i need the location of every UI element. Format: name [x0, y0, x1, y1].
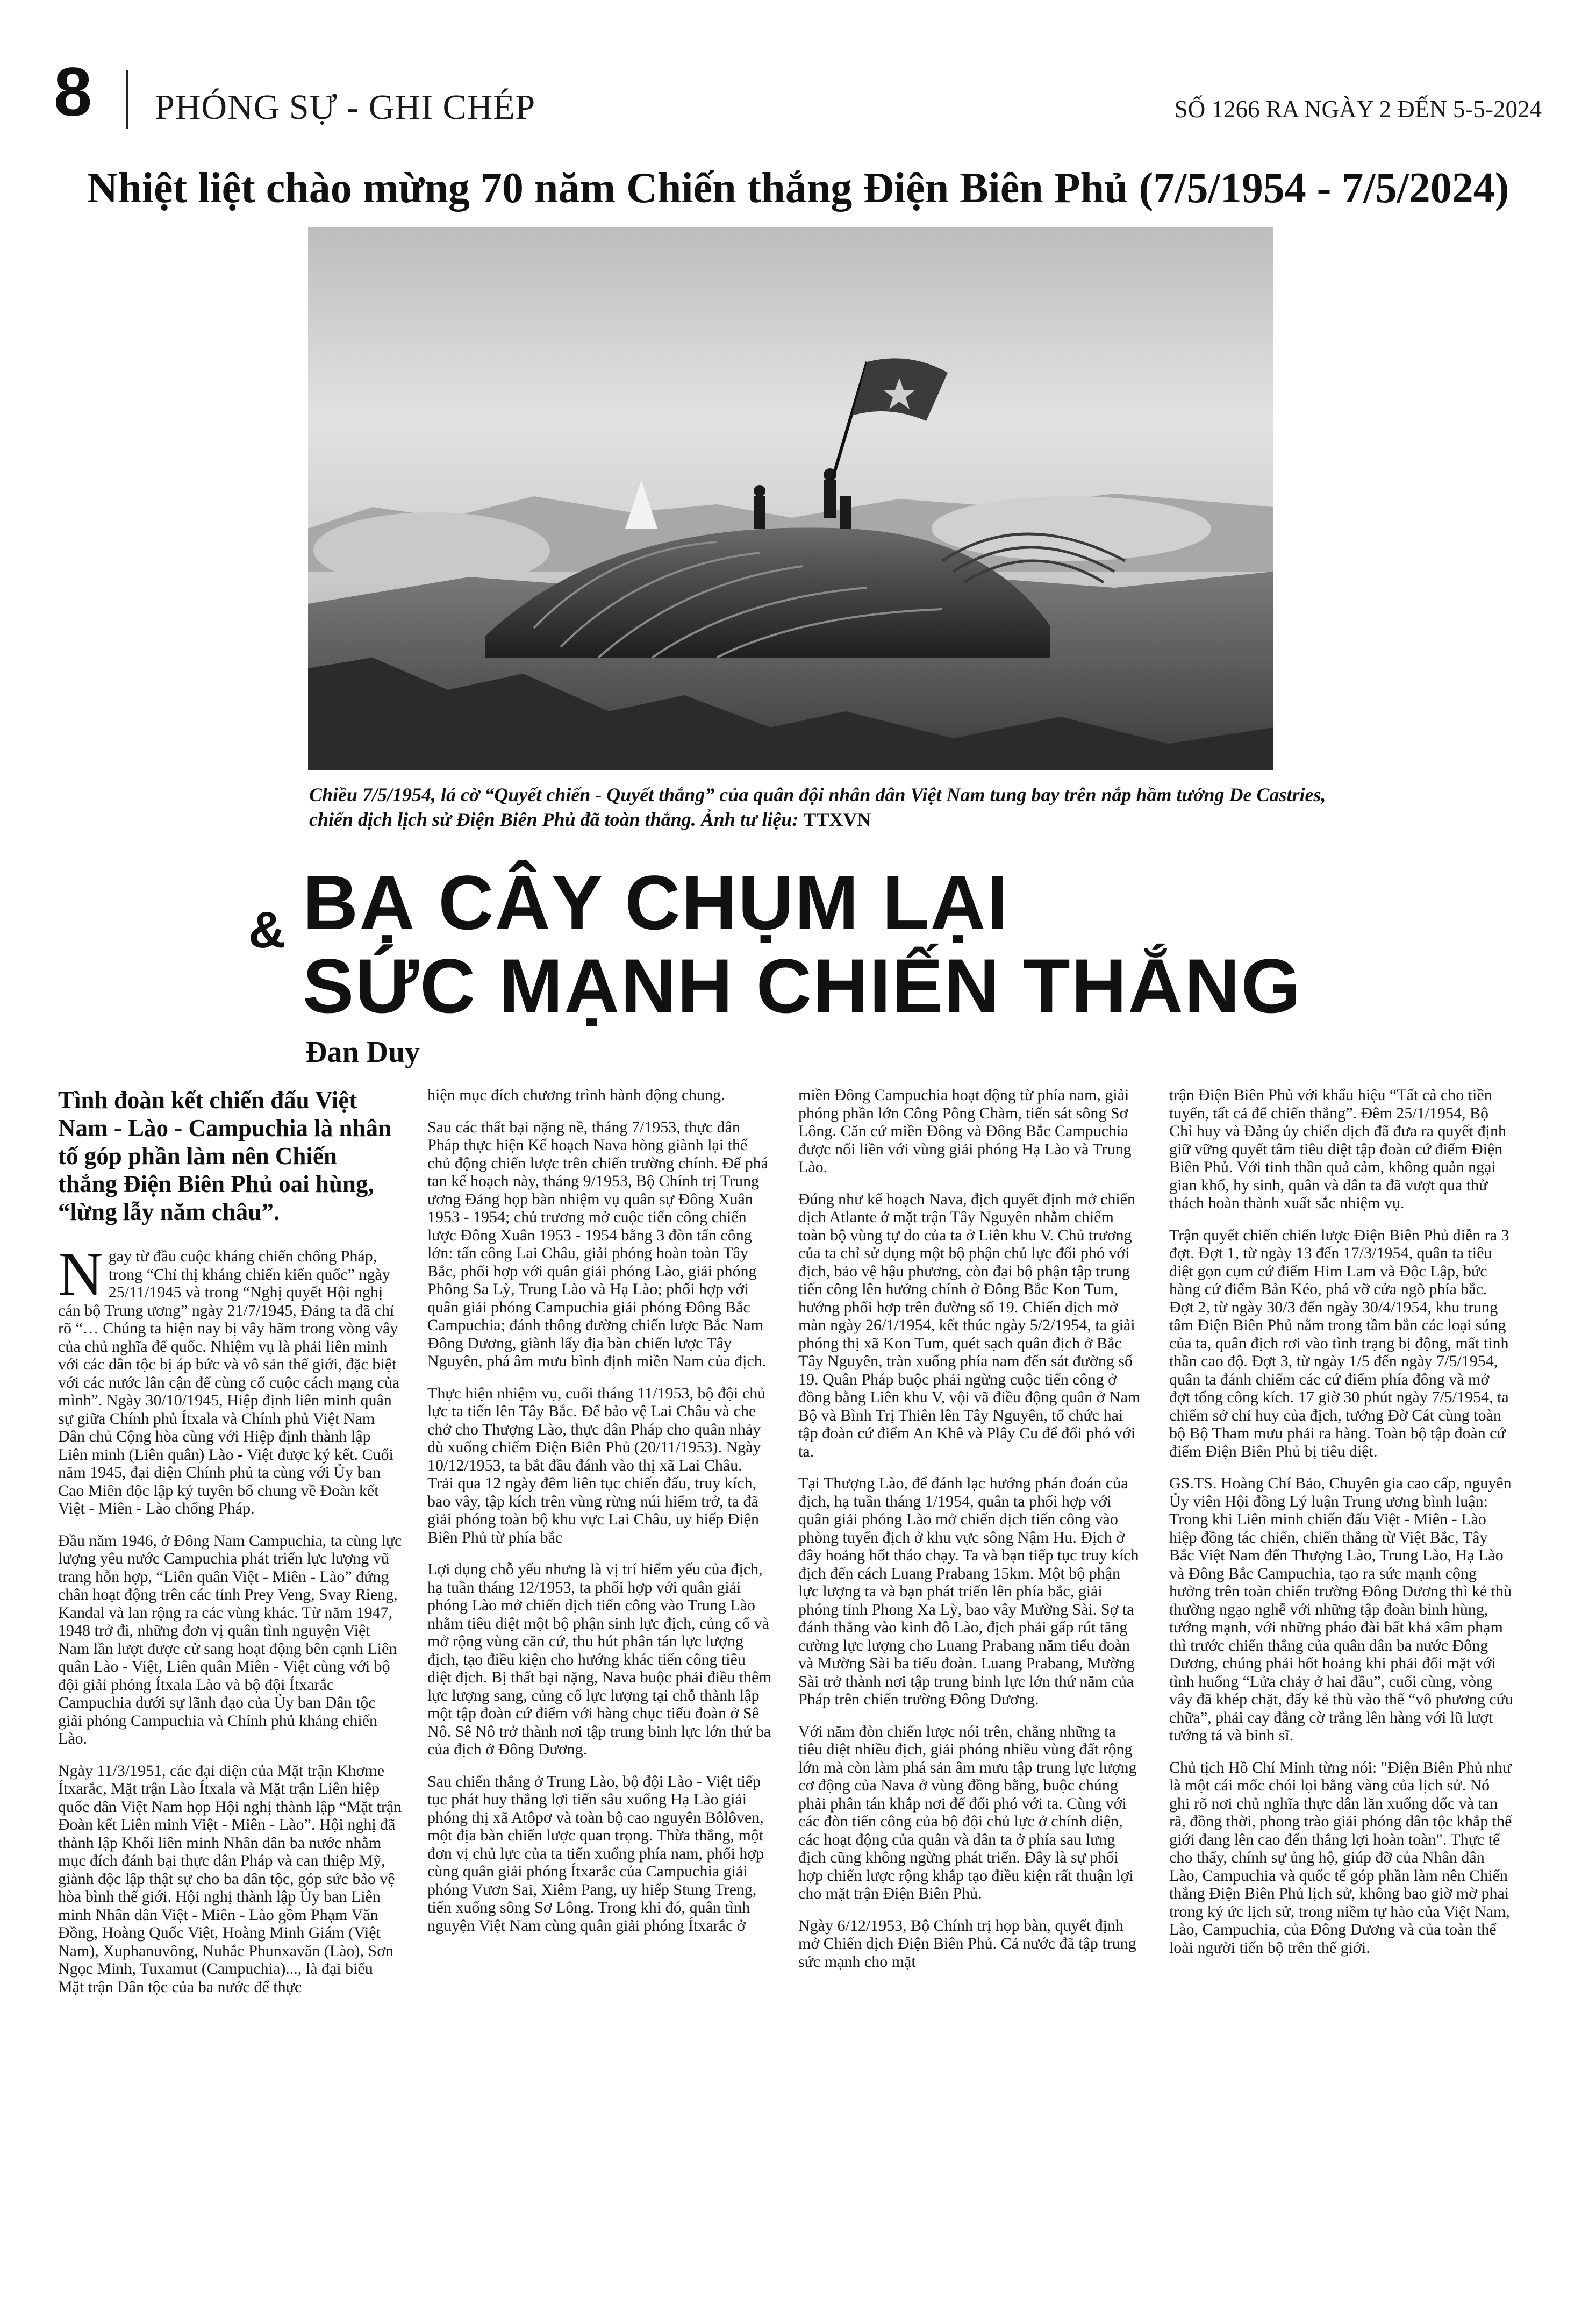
photo-caption: [309, 782, 1330, 832]
paragraph: Đầu năm 1946, ở Đông Nam Campuchia, ta cùng lực lượng yêu nước Campuchia phát triển lực lượng vũ trang hỗn hợp, “Liên quân Việt - Miên - Lào” đứng chân hoạt động trên các tỉnh Prey Veng, Svay Rieng, Kandal và lan rộng ra các vùng khác. Từ năm 1947, 1948 trở đi, những đơn vị quân tình nguyện Việt Nam lần lượt được cử sang hoạt động bên cạnh Liên quân Lào - Việt, Liên quân Miên - Việt cùng với bộ đội giải phóng Ítxala Lào và bộ đội Ítxarắc Campuchia dưới sự lãnh đạo của Ủy ban Dân tộc giải phóng Campuchia và Chính phủ kháng chiến Lào.: [58, 1531, 402, 1747]
paragraph: Sau chiến thắng ở Trung Lào, bộ đội Lào - Việt tiếp tục phát huy thắng lợi tiến sâu xuống Hạ Lào giải phóng thị xã Atôpơ và toàn bộ cao nguyên Bôlôven, một địa bàn chiến lược quan trọng. Thừa thắng, một đơn vị chủ lực của ta tiến xuống phía nam, phối hợp cùng quân giải phóng Ítxarắc của Campuchia giải phóng Vươn Sai, Xiêm Pang, uy hiếp Stung Treng, tiến xuống sông Sơ Lông. Trong khi đó, quân tình nguyện Việt Nam cùng quân giải phóng Ítxarắc ở: [427, 1772, 764, 1935]
paragraph: Chủ tịch Hồ Chí Minh từng nói: "Điện Biên Phủ như là một cái mốc chói lọi bằng vàng của lịch sử. Nó ghi rõ nơi chủ nghĩa thực dân lăn xuống dốc và tan rã, đồng thời, phong trào giải phóng dân tộc khắp thế giới đang lên cao đến thắng lợi hoàn toàn". Thực tế cho thấy, chính sự ủng hộ, giúp đỡ của Nhân dân Lào, Campuchia và quốc tế góp phần làm nên Chiến thắng Điện Biên Phủ lịch sử, không bao giờ mờ phai trong ký ức lịch sử, trong niềm tự hào của Việt Nam, Lào, Campuchia, của Đông Dương và của toàn thể loài người tiến bộ trên thế giới.: [1169, 1758, 1512, 1957]
paragraph: Lợi dụng chỗ yếu nhưng là vị trí hiểm yếu của địch, hạ tuần tháng 12/1953, ta phối hợp với quân giải phóng Lào mở chiến dịch tiến công vào Trung Lào nhằm tiêu diệt một bộ phận sinh lực địch, củng cố và mở rộng vùng căn cứ, thu hút phân tán lực lượng địch, tạo điều kiện cho hướng khác tiến công tiêu diệt địch. Bị thất bại nặng, Nava buộc phải điều thêm lực lượng sang, củng cố lực lượng tại chỗ thành lập một tập đoàn cứ điểm với hàng chục tiểu đoàn ở Sê Nô. Sê Nô trở thành nơi tập trung binh lực lớn thứ ba của địch ở Đông Dương.: [427, 1560, 771, 1758]
paragraph: Ngày 11/3/1951, các đại diện của Mặt trận Khơme Ítxarắc, Mặt trận Lào Ítxala và Mặt trận Liên hiệp quốc dân Việt Nam họp Hội nghị thành lập “Mặt trận Đoàn kết Liên minh Việt - Miên - Lào”. Hội nghị đã thành lập Khối liên minh Nhân dân ba nước nhằm mục đích đánh bại thực dân Pháp và can thiệp Mỹ, giành độc lập thật sự cho ba dân tộc, góp sức bảo vệ hòa bình thế giới. Hội nghị thành lập Ủy ban Liên minh Nhân dân Việt - Miên - Lào gồm Phạm Văn Đồng, Hoàng Quốc Việt, Hoàng Minh Giám (Việt Nam), Xuphanuvông, Nuhắc Phunxavăn (Lào), Sơn Ngọc Minh, Tuxamut (Campuchia)..., là đại biểu Mặt trận Dân tộc của ba nước để thực: [58, 1761, 402, 1996]
paragraph: Ngay từ đầu cuộc kháng chiến chống Pháp, trong “Chỉ thị kháng chiến kiến quốc” ngày 25/11/1945 và trong “Nghị quyết Hội nghị cán bộ Trung ương” ngày 21/7/1945, Đảng ta đã chỉ rõ “… Chúng ta hiện nay bị vây hãm trong vòng vây của chủ nghĩa đế quốc. Nhiệm vụ là phải liên minh với các dân tộc bị áp bức và vô sản thế giới, đặc biệt với các nước lân cận để cùng cố cuộc cách mạng của mình”. Ngày 30/10/1945, Hiệp định liên minh quân sự giữa Chính phủ Ítxala và Chính phủ Việt Nam Dân chủ Cộng hòa cùng với Hiệp định thành lập Liên minh (Liên quân) Lào - Việt được ký kết. Cuối năm 1945, đại diện Chính phủ ta cùng với Ủy ban Cao Miên độc lập ký tuyên bố chung về Đoàn kết Việt - Miên - Lào chống Pháp.: [58, 1240, 400, 1517]
article-column-2: [427, 1086, 771, 1949]
headline-line-2: SỨC MẠNH CHIẾN THẮNG: [303, 944, 1302, 1029]
paragraph: Với năm đòn chiến lược nói trên, chẳng những ta tiêu diệt nhiều địch, giải phóng nhiều vùng đất rộng lớn mà còn làm phá sản âm mưu tập trung lực lượng cơ động của Nava ở vùng đồng bằng, buộc chúng phải phân tán khắp nơi để đối phó với ta. Cùng với các đòn tiến công của bộ đội chủ lực ở chính diện, các hoạt động của quân và dân ta ở phía sau lưng địch cũng không ngừng phát triển. Đây là sự phối hợp chiến lược rộng khắp tạo điều kiện rất thuận lợi cho mặt trận Điện Biên Phủ.: [798, 1722, 1137, 1902]
article-column-3: [798, 1086, 1142, 1985]
headline-ampersand: &: [248, 901, 286, 959]
page-number: 8: [54, 54, 92, 131]
paragraph: Thực hiện nhiệm vụ, cuối tháng 11/1953, bộ đội chủ lực ta tiến lên Tây Bắc. Để bảo vệ Lai Châu và che chở cho Thượng Lào, thực dân Pháp cho quân nhảy dù xuống chiếm Điện Biên Phủ (20/11/1953). Ngày 10/12/1953, ta bắt đầu đánh vào thị xã Lai Châu. Trải qua 12 ngày đêm liên tục chiến đấu, truy kích, bao vây, tập kích trên vùng rừng núi hiểm trở, ta đã giải phóng toàn bộ khu vực Lai Châu, uy hiếp Điện Biên Phủ từ phía bắc: [427, 1384, 766, 1546]
paragraph: GS.TS. Hoàng Chí Bảo, Chuyên gia cao cấp, nguyên Ủy viên Hội đồng Lý luận Trung ương bình luận: Trong khi Liên minh chiến đấu Việt - Miên - Lào hiệp đồng tác chiến, chiến thắng từ Việt Bắc, Tây Bắc Việt Nam đến Thượng Lào, Trung Lào, Hạ Lào và Đông Bắc Campuchia, tạo ra sức mạnh cộng hưởng trên toàn chiến trường Đông Dương thì kẻ thù thường ngạo nghễ với những tập đoàn binh hùng, tướng mạnh, với những pháo đài bất khả xâm phạm thì trước chiến thắng của quân dân ba nước Đông Dương, chúng phải hốt hoảng khi phải đối mặt với tình huống “Lửa chảy ở hai đầu”, cuối cùng, vòng vây đã khép chặt, đẩy kẻ thù vào thế “vô phương cứu chữa”, phải cay đắng cờ trắng lên hàng với lũ lượt tướng tá và binh sĩ.: [1169, 1474, 1513, 1744]
author-byline: Đan Duy: [305, 1036, 420, 1069]
article-lead: Tình đoàn kết chiến đấu Việt Nam - Lào - Campuchia là nhân tố góp phần làm nên Chiến thắng Điện Biên Phủ oai hùng, “lừng lẫy năm châu”.: [58, 1087, 392, 1225]
paragraph: Ngày 6/12/1953, Bộ Chính trị họp bàn, quyết định mở Chiến dịch Điện Biên Phủ. Cả nước đã tập trung sức mạnh cho mặt: [798, 1916, 1136, 1971]
caption-source: TTXVN: [803, 809, 871, 830]
flag-on-bunker-illustration: [308, 227, 1273, 770]
section-title: PHÓNG SỰ - GHI CHÉP: [155, 88, 536, 127]
historic-photo: [308, 227, 1273, 770]
paragraph: hiện mục đích chương trình hành động chung.: [427, 1086, 725, 1104]
paragraph: Tại Thượng Lào, để đánh lạc hướng phán đoán của địch, hạ tuần tháng 1/1954, quân ta phối hợp với quân giải phóng Lào mở chiến dịch tiến công vào phòng tuyến địch ở khu vực sông Nậm Hu. Địch ở đây hoảng hốt tháo chạy. Ta và bạn tiếp tục truy kích địch đến cách Luang Prabang 15km. Một bộ phận lực lượng ta và bạn phát triển lên phía bắc, giải phóng tỉnh Phong Xa Lỳ, bao vây Mường Sài. Sợ ta đánh thẳng vào kinh đô Lào, địch phải gấp rút tăng cường lực lượng cho Luang Prabang năm tiểu đoàn và Mường Sài ba tiểu đoàn. Luang Prabang, Mường Sài trở thành nơi tập trung binh lực lớn thứ năm của Pháp trên chiến trường Đông Dương.: [798, 1474, 1139, 1708]
header-divider: [126, 70, 128, 129]
drop-cap: N: [58, 1240, 103, 1309]
paragraph: Đúng như kế hoạch Nava, địch quyết định mở chiến dịch Atlante ở mặt trận Tây Nguyên nhằm chiếm toàn bộ vùng tự do của ta ở Liên khu V. Chủ trương của ta chỉ sử dụng một bộ phận chủ lực đối phó với địch, bảo vệ hậu phương, còn đại bộ phận tập trung tiến công lên hướng chính ở Đông Bắc Kon Tum, hướng phối hợp trên đường số 19. Chiến dịch mở màn ngày 26/1/1954, kết thúc ngày 5/2/1954, ta giải phóng thị xã Kon Tum, quét sạch quân địch ở Bắc Tây Nguyên, tràn xuống phía nam đến sát đường số 19. Quân Pháp buộc phải ngừng cuộc tiến công ở đồng bằng Liên khu V, vội vã điều động quân ở Nam Bộ và Bình Trị Thiên lên Tây Nguyên, tổ chức hai tập đoàn cứ điểm An Khê và Plây Cu để đối phó với ta.: [798, 1190, 1141, 1460]
article-column-4: [1169, 1086, 1513, 1971]
paragraph: trận Điện Biên Phủ với khẩu hiệu “Tất cả cho tiền tuyến, tất cả để chiến thắng”. Đêm 25/1/1954, Bộ Chỉ huy và Đảng ủy chiến dịch đã đưa ra quyết định giữ vững quyết tâm tiêu diệt tập đoàn cứ điểm Điện Biên Phủ. Với tinh thần quả cảm, không quản ngại gian khổ, hy sinh, quân và dân ta đã vượt qua thử thách hoàn thành xuất sắc nhiệm vụ.: [1169, 1086, 1506, 1212]
headline-line-1: BẠ CÂY CHỤM LẠI: [303, 860, 1010, 946]
paragraph: Sau các thất bại nặng nề, tháng 7/1953, thực dân Pháp thực hiện Kế hoạch Nava hòng giành lại thế chủ động chiến lược trên chiến trường chính. Để phá tan kế hoạch này, tháng 9/1953, Bộ Chính trị Trung ương Đảng họp bàn nhiệm vụ quân sự Đông Xuân 1953 - 1954; chủ trương mở cuộc tiến công chiến lược Đông Xuân 1953 - 1954 bằng 3 đòn tấn công lớn: tấn công Lai Châu, giải phóng hoàn toàn Tây Bắc, phối hợp với quân giải phóng Lào, giải phóng Phông Sa Lỳ, Trung Lào và Hạ Lào; phối hợp với quân giải phóng Campuchia giải phóng Đông Bắc Campuchia; đánh thông đường chiến lược Bắc Nam Đông Dương, giành lấy địa bàn chiến lược Tây Nguyên, phá âm mưu bình định miền Nam của địch.: [427, 1118, 769, 1370]
paragraph: miền Đông Campuchia hoạt động từ phía nam, giải phóng phần lớn Công Pông Chàm, tiến sát sông Sơ Lông. Căn cứ miền Đông và Đông Bắc Campuchia được nối liền với vùng giải phóng Hạ Lào và Trung Lào.: [798, 1086, 1132, 1176]
paragraph: Trận quyết chiến chiến lược Điện Biên Phủ diễn ra 3 đợt. Đợt 1, từ ngày 13 đến 17/3/1954, quân ta tiêu diệt gọn cụm cứ điểm Him Lam và Độc Lập, bức hàng cứ điểm Bản Kéo, phá vỡ cửa ngõ phía bắc. Đợt 2, từ ngày 30/3 đến ngày 30/4/1954, khu trung tâm Điện Biên Phủ nằm trong tầm bắn các loại súng của ta, quân địch rơi vào tình trạng bị động, mất tinh thần cao độ. Đợt 3, từ ngày 1/5 đến ngày 7/5/1954, quân ta đánh chiếm các cứ điểm phía đông và mở đợt tổng công kích. 17 giờ 30 phút ngày 7/5/1954, ta chiếm sở chỉ huy của địch, tướng Đờ Cát cùng toàn bộ Bộ Tham mưu phải ra hàng. Toàn bộ tập đoàn cứ điểm Điện Biên Phủ bị tiêu diệt.: [1169, 1226, 1509, 1460]
article-column-1: [58, 1240, 402, 2010]
anniversary-banner: Nhiệt liệt chào mừng 70 năm Chiến thắng Điện Biên Phủ (7/5/1954 - 7/5/2024): [87, 165, 1509, 212]
issue-info: SỐ 1266 RA NGÀY 2 ĐẾN 5-5-2024: [1174, 96, 1542, 123]
caption-text: Chiều 7/5/1954, lá cờ “Quyết chiến - Quyết thắng” của quân đội nhân dân Việt Nam tung bay trên nắp hầm tướng De Castries, chiến dịch lịch sử Điện Biên Phủ đã toàn thắng. Ảnh tư liệu:: [309, 784, 1326, 830]
